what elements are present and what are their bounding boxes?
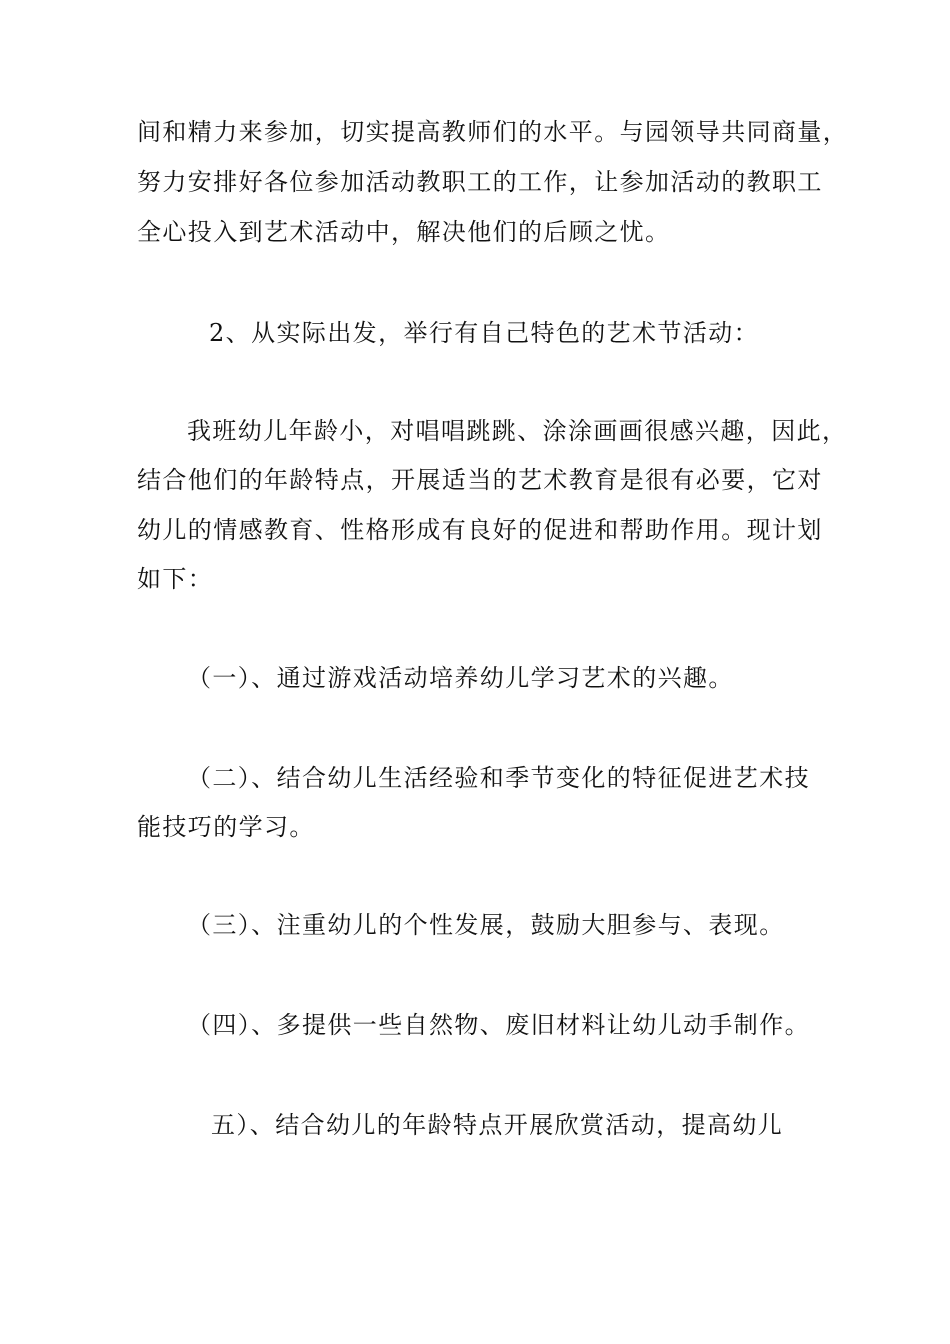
paragraph-line: 努力安排好各位参加活动教职工的工作，让参加活动的教职工 — [137, 168, 823, 196]
paragraph-line: 间和精力来参加，切实提高教师们的水平。与园领导共同商量， — [137, 118, 849, 146]
paragraph-line: 我班幼儿年龄小，对唱唱跳跳、涂涂画画很感兴趣，因此， — [187, 417, 848, 445]
list-item: （二）、结合幼儿生活经验和季节变化的特征促进艺术技 — [187, 764, 810, 792]
section-heading: 2、从实际出发，举行有自己特色的艺术节活动： — [209, 319, 760, 347]
paragraph-line: 幼儿的情感教育、性格形成有良好的促进和帮助作用。现计划 — [137, 516, 823, 544]
paragraph-line: 全心投入到艺术活动中，解决他们的后顾之忧。 — [137, 218, 671, 246]
list-item-continuation: 能技巧的学习。 — [137, 813, 315, 841]
list-item: （三）、注重幼儿的个性发展，鼓励大胆参与、表现。 — [187, 911, 785, 939]
list-item: （四）、多提供一些自然物、废旧材料让幼儿动手制作。 — [187, 1011, 810, 1039]
list-item: 五）、结合幼儿的年龄特点开展欣赏活动，提高幼儿 — [211, 1111, 784, 1139]
paragraph-line: 如下： — [137, 565, 214, 593]
paragraph-line: 结合他们的年龄特点，开展适当的艺术教育是很有必要，它对 — [137, 466, 823, 494]
list-item: （一）、通过游戏活动培养幼儿学习艺术的兴趣。 — [187, 664, 734, 692]
